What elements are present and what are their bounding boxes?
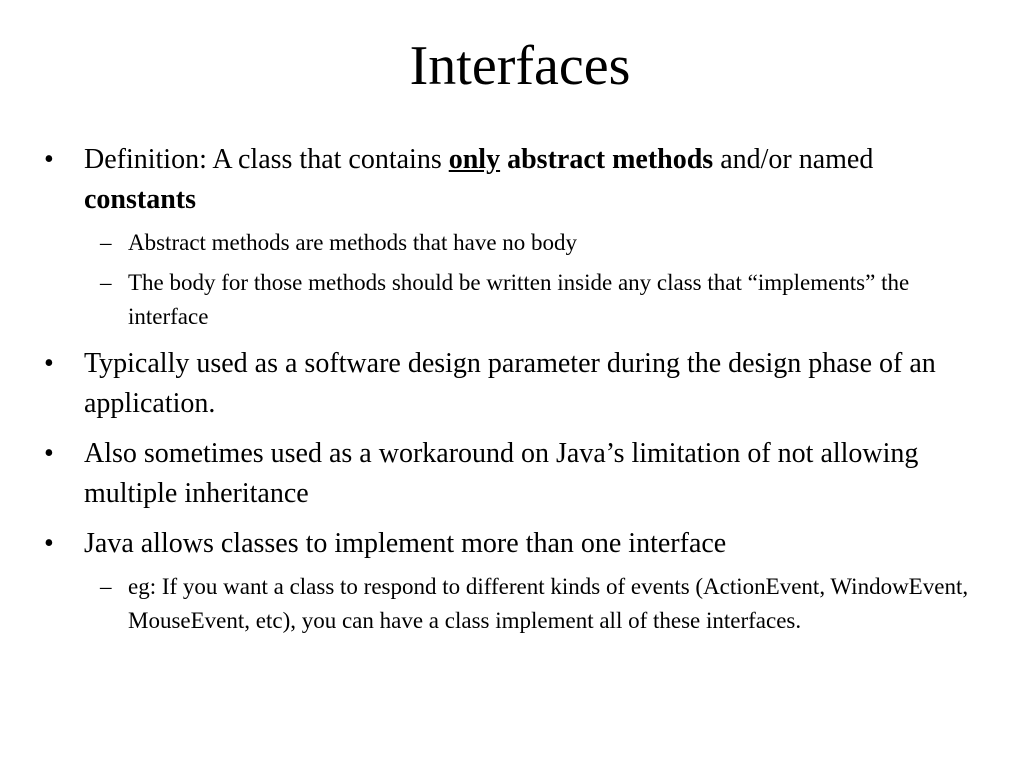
bullet-text: Typically used as a software design parameter during the design phase of an application. (84, 348, 936, 419)
slide-title: Interfaces (409, 35, 631, 97)
bullet-marker: • (44, 528, 54, 559)
sub-marker: – (100, 270, 112, 295)
bullet-marker: • (44, 348, 54, 379)
subbullet-abstract-methods (44, 226, 984, 260)
bullet-multiple-inheritance (44, 434, 984, 514)
bullet-text: Also sometimes used as a workaround on Java’s limitation of not allowing multiple inheritance (84, 438, 919, 509)
bullet-marker: • (44, 438, 54, 469)
bullet-definition (44, 140, 984, 220)
sub-marker: – (100, 230, 112, 255)
emphasis-abstract-methods: abstract methods (507, 144, 714, 175)
bullet-list (44, 140, 984, 648)
bullet-design-parameter (44, 344, 984, 424)
subbullet-body-implements (44, 266, 984, 334)
sub-marker: – (100, 574, 112, 599)
emphasis-constants: constants (84, 184, 197, 215)
bullet-group-workaround (44, 434, 984, 514)
emphasis-only: only (448, 144, 501, 175)
bullet-text-part: Definition: A class that contains (84, 144, 449, 175)
bullet-group-definition (44, 140, 984, 334)
bullet-group-multiple-interfaces (44, 524, 984, 638)
subbullet-events-example (44, 570, 984, 638)
bullet-text: Java allows classes to implement more than one interface (84, 528, 727, 559)
bullet-group-design (44, 344, 984, 424)
subbullet-text: The body for those methods should be written inside any class that “implements” the interface (128, 270, 910, 329)
bullet-marker: • (44, 144, 54, 175)
subbullet-text: eg: If you want a class to respond to different kinds of events (ActionEvent, WindowEvent, MouseEvent, etc), you can have a class implement all of these interfaces. (128, 574, 969, 633)
bullet-text-part: and/or named (713, 144, 874, 175)
subbullet-text: Abstract methods are methods that have no body (128, 230, 578, 255)
bullet-multiple-interfaces (44, 524, 984, 564)
